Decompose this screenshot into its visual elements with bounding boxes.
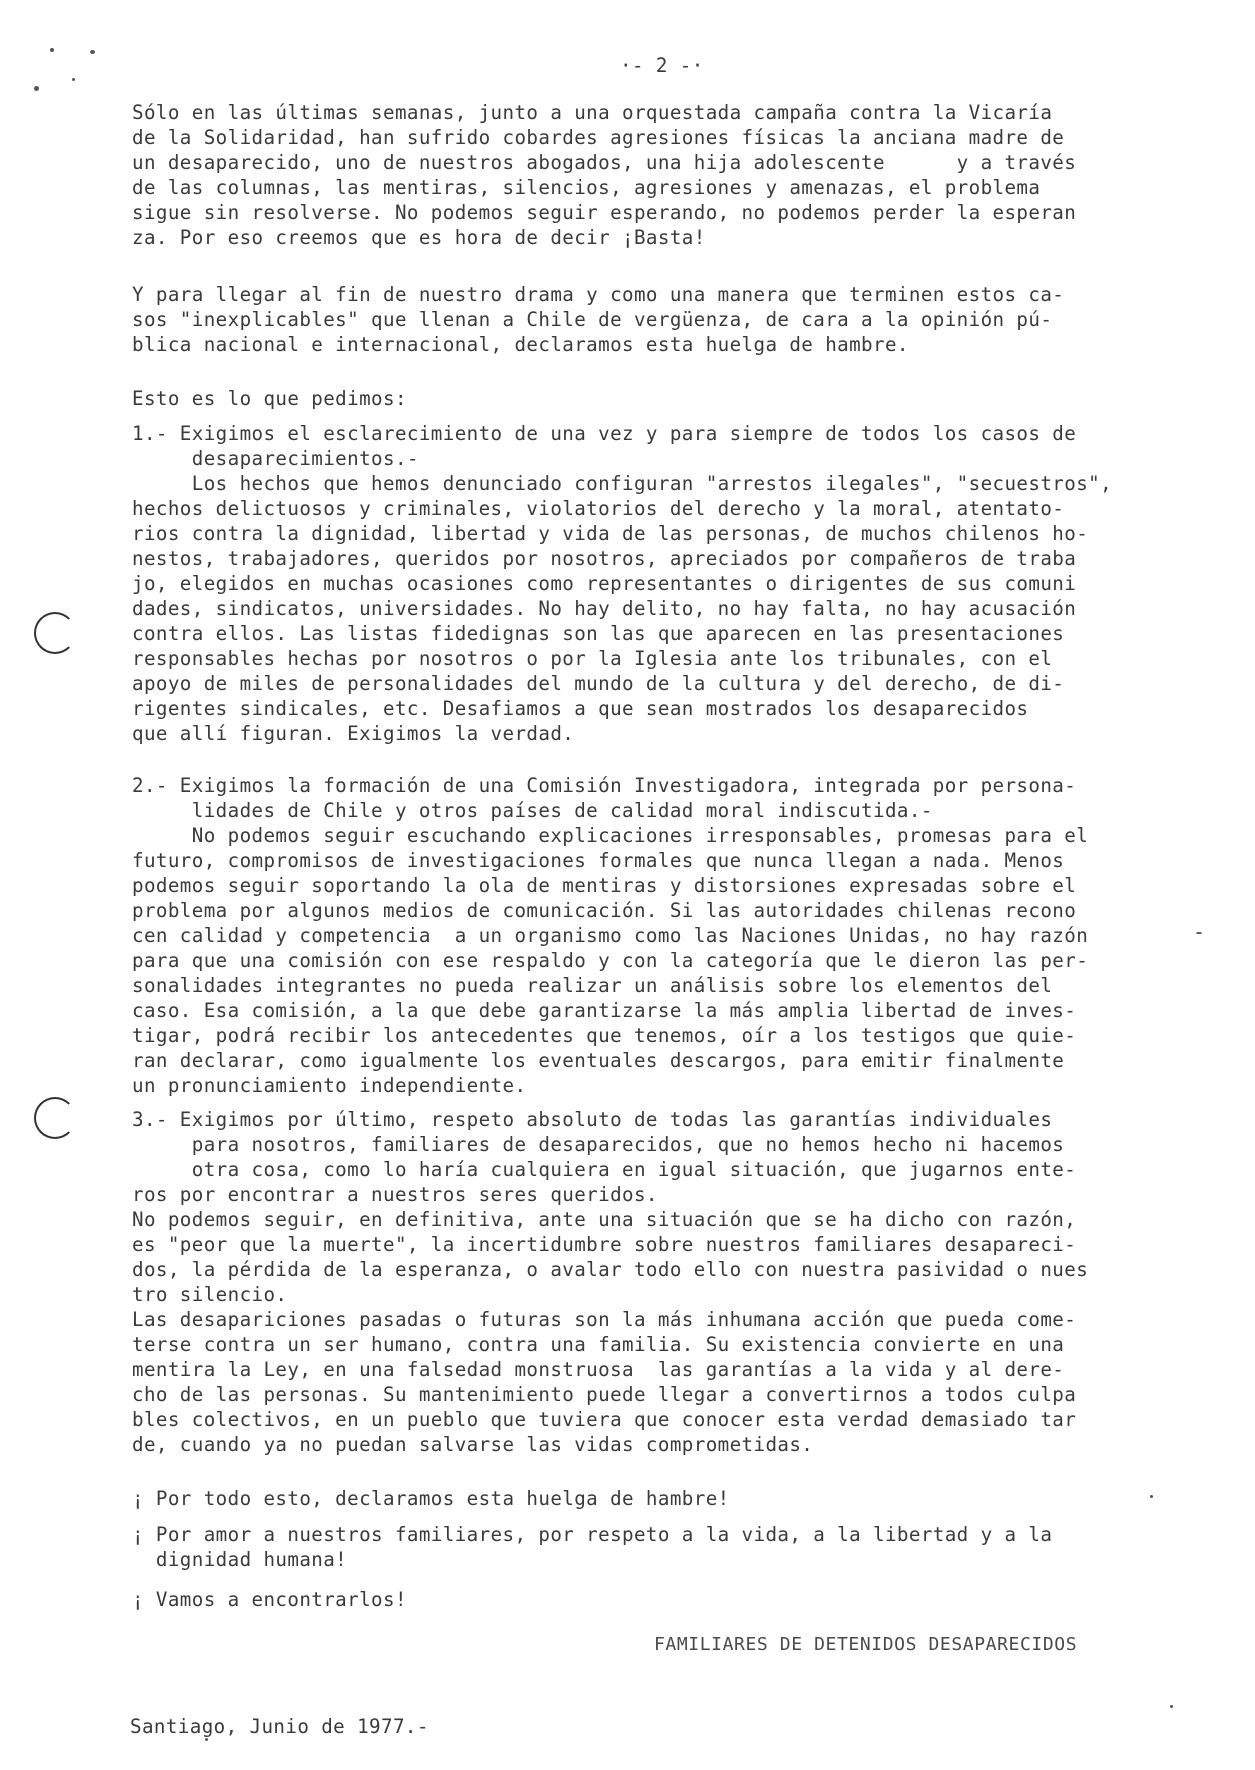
scan-speck (50, 48, 54, 52)
text-line: de, cuando ya no puedan salvarse las vidas comprometidas. (132, 1433, 814, 1456)
text-line: nestos, trabajadores, queridos por nosotros, apreciados por compañeros de traba (132, 547, 1077, 570)
text-line: caso. Esa comisión, a la que debe garantizarse la más amplia libertad de inves- (132, 999, 1077, 1022)
text-line: ¡ Vamos a encontrarlos! (132, 1588, 407, 1611)
scan-speck (205, 1738, 208, 1741)
text-line: Y para llegar al fin de nuestro drama y como una manera que terminen estos ca- (132, 283, 1065, 306)
text-line: tro silencio. (132, 1283, 288, 1306)
text-line: No podemos seguir, en definitiva, ante una situación que se ha dicho con razón, (132, 1208, 1077, 1231)
text-line: 1.- Exigimos el esclarecimiento de una vez y para siempre de todos los casos de (132, 422, 1077, 445)
text-line: es "peor que la muerte", la incertidumbre sobre nuestros familiares desapareci- (132, 1233, 1077, 1256)
text-line: ¡ Por todo esto, declaramos esta huelga de hambre! (132, 1487, 730, 1510)
text-line: 2.- Exigimos la formación de una Comisión Investigadora, integrada por persona- (132, 774, 1077, 797)
text-line: No podemos seguir escuchando explicaciones irresponsables, promesas para el (132, 824, 1089, 847)
text-line: rigentes sindicales, etc. Desafiamos a que sean mostrados los desaparecidos (132, 697, 1029, 720)
signature: FAMILIARES DE DETENIDOS DESAPARECIDOS (654, 1634, 1078, 1655)
text-line: ros por encontrar a nuestros seres queridos. (132, 1183, 658, 1206)
text-line: que allí figuran. Exigimos la verdad. (132, 722, 575, 745)
text-line: Esto es lo que pedimos: (132, 387, 407, 410)
text-line: problema por algunos medios de comunicación. Si las autoridades chilenas recono (132, 899, 1077, 922)
text-line: 3.- Exigimos por último, respeto absoluto de todas las garantías individuales (132, 1108, 1053, 1131)
scan-speck (1150, 1495, 1153, 1498)
text-line: mentira la Ley, en una falsedad monstruosa las garantías a la vida y al dere- (132, 1358, 1065, 1381)
text-line: dos, la pérdida de la esperanza, o avalar todo ello con nuestra pasividad o nues (132, 1258, 1089, 1281)
punch-hole-mark (34, 1097, 76, 1139)
scan-speck (90, 50, 95, 54)
text-line: cen calidad y competencia a un organismo como las Naciones Unidas, no hay razón (132, 924, 1089, 947)
text-line: cho de las personas. Su mantenimiento puede llegar a convertirnos a todos culpa (132, 1383, 1077, 1406)
text-line: dades, sindicatos, universidades. No hay delito, no hay falta, no hay acusación (132, 597, 1077, 620)
text-line: para que una comisión con ese respaldo y con la categoría que le dieron las per- (132, 949, 1089, 972)
text-line: Las desapariciones pasadas o futuras son la más inhumana acción que pueda come- (132, 1308, 1077, 1331)
scan-speck (34, 86, 39, 91)
text-line: ran declarar, como igualmente los eventuales descargos, para emitir finalmente (132, 1049, 1065, 1072)
text-line: terse contra un ser humano, contra una familia. Su existencia convierte en una (132, 1333, 1065, 1356)
text-line: za. Por eso creemos que es hora de decir ¡Basta! (132, 226, 706, 249)
text-line: blica nacional e internacional, declaramos esta huelga de hambre. (132, 333, 909, 356)
scan-speck (1170, 1705, 1173, 1708)
text-line: un desaparecido, uno de nuestros abogados, una hija adolescente y a través (132, 151, 1077, 174)
text-line: Los hechos que hemos denunciado configuran "arrestos ilegales", "secuestros", (132, 472, 1113, 495)
text-line: contra ellos. Las listas fidedignas son las que aparecen en las presentaciones (132, 622, 1065, 645)
text-line: rios contra la dignidad, libertad y vida de las personas, de muchos chilenos ho- (132, 522, 1089, 545)
date-line: Santiago, Junio de 1977.- (130, 1715, 429, 1738)
text-line: otra cosa, como lo haría cualquiera en igual situación, que jugarnos ente- (132, 1158, 1077, 1181)
text-line: de la Solidaridad, han sufrido cobardes agresiones físicas la anciana madre de (132, 126, 1065, 149)
text-line: Sólo en las últimas semanas, junto a una orquestada campaña contra la Vicaría (132, 101, 1053, 124)
text-line: lidades de Chile y otros países de calidad moral indiscutida.- (132, 799, 933, 822)
text-line: apoyo de miles de personalidades del mundo de la cultura y del derecho, de di- (132, 672, 1065, 695)
text-line: dignidad humana! (132, 1548, 348, 1571)
text-line: sos "inexplicables" que llenan a Chile de vergüenza, de cara a la opinión pú- (132, 308, 1053, 331)
text-line: un pronunciamiento independiente. (132, 1074, 527, 1097)
page-number: ·- 2 -· (620, 54, 704, 77)
text-line: bles colectivos, en un pueblo que tuviera que conocer esta verdad demasiado tar (132, 1408, 1077, 1431)
scan-speck (1196, 932, 1202, 934)
text-line: desaparecimientos.- (132, 447, 419, 470)
text-line: ¡ Por amor a nuestros familiares, por respeto a la vida, a la libertad y a la (132, 1523, 1053, 1546)
text-line: responsables hechas por nosotros o por la Iglesia ante los tribunales, con el (132, 647, 1053, 670)
text-line: jo, elegidos en muchas ocasiones como representantes o dirigentes de sus comuni (132, 572, 1077, 595)
text-line: de las columnas, las mentiras, silencios, agresiones y amenazas, el problema (132, 176, 1041, 199)
text-line: tigar, podrá recibir los antecedentes que tenemos, oír a los testigos que quie- (132, 1024, 1077, 1047)
text-line: podemos seguir soportando la ola de mentiras y distorsiones expresadas sobre el (132, 874, 1077, 897)
text-line: sigue sin resolverse. No podemos seguir esperando, no podemos perder la esperan (132, 201, 1077, 224)
scan-speck (72, 78, 75, 81)
punch-hole-mark (34, 612, 76, 654)
text-line: para nosotros, familiares de desaparecidos, que no hemos hecho ni hacemos (132, 1133, 1065, 1156)
text-line: hechos delictuosos y criminales, violatorios del derecho y la moral, atentato- (132, 497, 1065, 520)
text-line: sonalidades integrantes no pueda realizar un análisis sobre los elementos del (132, 974, 1053, 997)
text-line: futuro, compromisos de investigaciones formales que nunca llegan a nada. Menos (132, 849, 1065, 872)
